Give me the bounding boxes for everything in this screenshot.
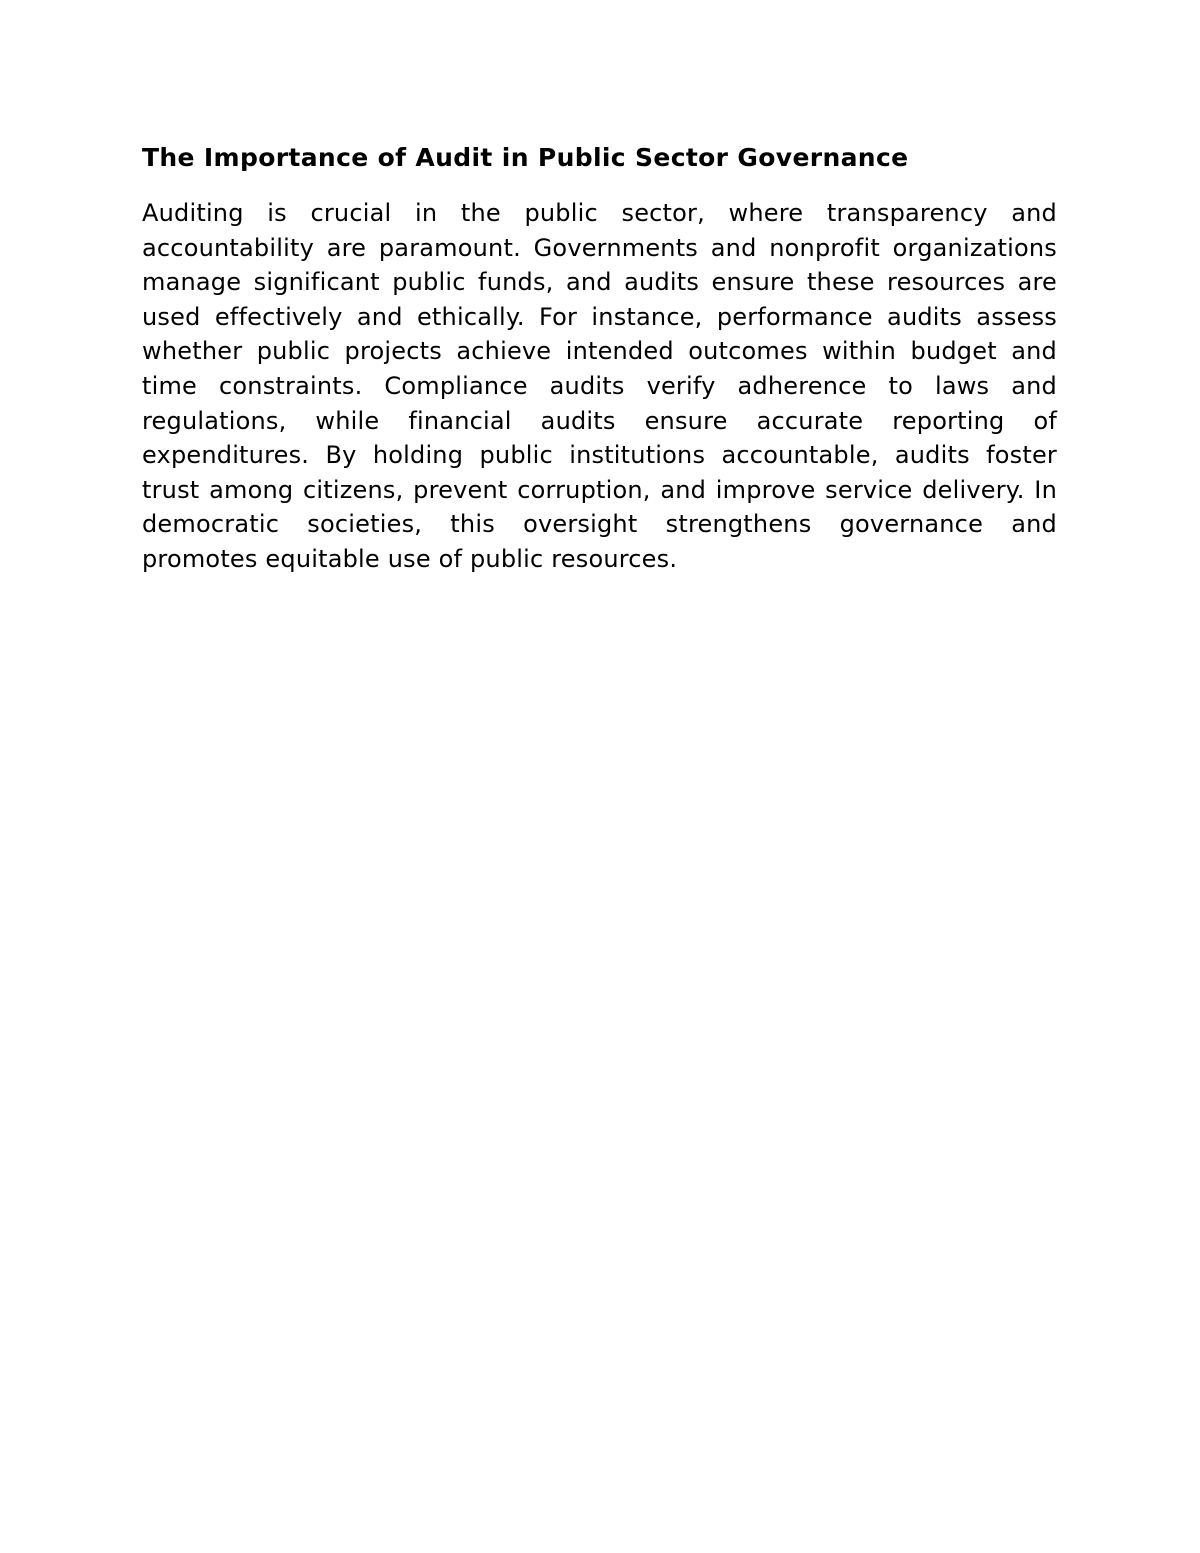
document-title: The Importance of Audit in Public Sector Governance [142,143,909,172]
body-paragraph: Auditing is crucial in the public sector, where transparency and accountability are paramount. Governments and nonprofit organizations manage significant public funds, and audits ensure these resources are used effectively and ethically. For instance, performance audits assess whether public projects achieve intended outcomes within budget and time constraints. Compliance audits verify adherence to laws and regulations, while financial audits ensure accurate reporting of expenditures. By holding public institutions accountable, audits foster trust among citizens, prevent corruption, and improve service delivery. In democratic societies, this oversight strengthens governance and promotes equitable use of public resources. [142,199,1057,573]
document-content [142,138,1057,577]
